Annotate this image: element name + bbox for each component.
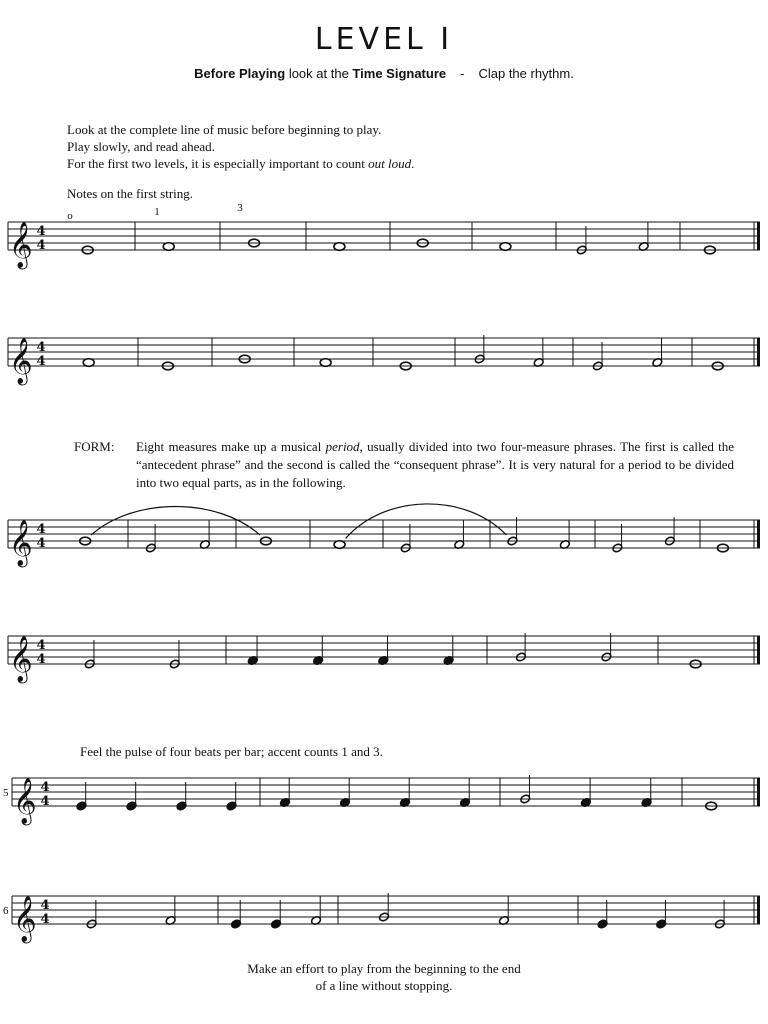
- line-number: 6: [3, 905, 9, 917]
- intro-line-2: Play slowly, and read ahead.: [67, 139, 215, 154]
- final-barline-thick: [757, 896, 760, 924]
- form-text-1: Eight measures make up a musical: [136, 439, 326, 454]
- treble-clef-icon: 𝄞: [9, 520, 33, 566]
- time-signature-bottom: 4: [36, 652, 46, 667]
- form-text-emphasis: period: [325, 439, 360, 454]
- phrase-slur: [91, 507, 260, 536]
- time-signature-bottom: 4: [36, 354, 46, 369]
- time-signature-bottom: 4: [36, 238, 46, 253]
- line-number: 5: [3, 787, 9, 799]
- whole-note: [320, 359, 331, 367]
- whole-note: [163, 243, 174, 251]
- intro-line-1: Look at the complete line of music before beginning to play.: [67, 122, 382, 137]
- fingering-number: 3: [237, 202, 243, 214]
- treble-clef-icon: 𝄞: [9, 338, 33, 384]
- final-barline-thick: [757, 778, 760, 806]
- time-signature-top: 4: [36, 224, 46, 239]
- treble-clef-icon: 𝄞: [9, 222, 33, 268]
- fingering-number: o: [67, 210, 73, 222]
- final-barline-thick: [757, 222, 760, 250]
- pulse-instruction: Feel the pulse of four beats per bar; accent counts 1 and 3.: [80, 744, 383, 759]
- treble-clef-icon: 𝄞: [13, 778, 37, 824]
- whole-note: [83, 359, 94, 367]
- time-signature-top: 4: [36, 522, 46, 537]
- intro-line-3-emphasis: out loud: [368, 156, 412, 171]
- intro-line-3-text: For the first two levels, it is especially important to count: [67, 156, 369, 171]
- time-signature-top: 4: [40, 898, 50, 913]
- final-barline-thick: [757, 520, 760, 548]
- time-signature-top: 4: [36, 638, 46, 653]
- treble-clef-icon: 𝄞: [13, 896, 37, 942]
- time-signature-top: 4: [40, 780, 50, 795]
- subtitle-text-2: Clap the rhythm.: [478, 66, 574, 81]
- final-barline-thick: [757, 338, 760, 366]
- final-barline-thick: [757, 636, 760, 664]
- intro-line-3-end: .: [411, 156, 415, 171]
- time-signature-label: Time Signature: [352, 66, 447, 81]
- form-text-2: , usually divided into two four-measure phrases. The first is called the “antecedent phrase” and the second is called the “consequent phrase”. It is very natural for a period to be divided into two equal parts, as in the following.: [136, 439, 734, 490]
- whole-note: [500, 243, 511, 251]
- form-label: FORM:: [74, 439, 115, 454]
- subtitle-dash: -: [460, 66, 465, 81]
- before-playing-label: Before Playing: [194, 66, 286, 81]
- notes-label: Notes on the first string.: [67, 186, 194, 201]
- treble-clef-icon: 𝄞: [9, 636, 33, 682]
- whole-note: [334, 541, 345, 549]
- closing-line-2: of a line without stopping.: [315, 978, 453, 993]
- phrase-slur: [346, 504, 507, 539]
- closing-line-1: Make an effort to play from the beginning to the end: [247, 961, 521, 976]
- time-signature-bottom: 4: [40, 794, 50, 809]
- time-signature-bottom: 4: [36, 536, 46, 551]
- subtitle-text-1: look at the: [288, 66, 349, 81]
- time-signature-bottom: 4: [40, 912, 50, 927]
- page-title: LEVEL I: [314, 22, 454, 57]
- time-signature-top: 4: [36, 340, 46, 355]
- whole-note: [334, 243, 345, 251]
- fingering-number: 1: [154, 206, 160, 218]
